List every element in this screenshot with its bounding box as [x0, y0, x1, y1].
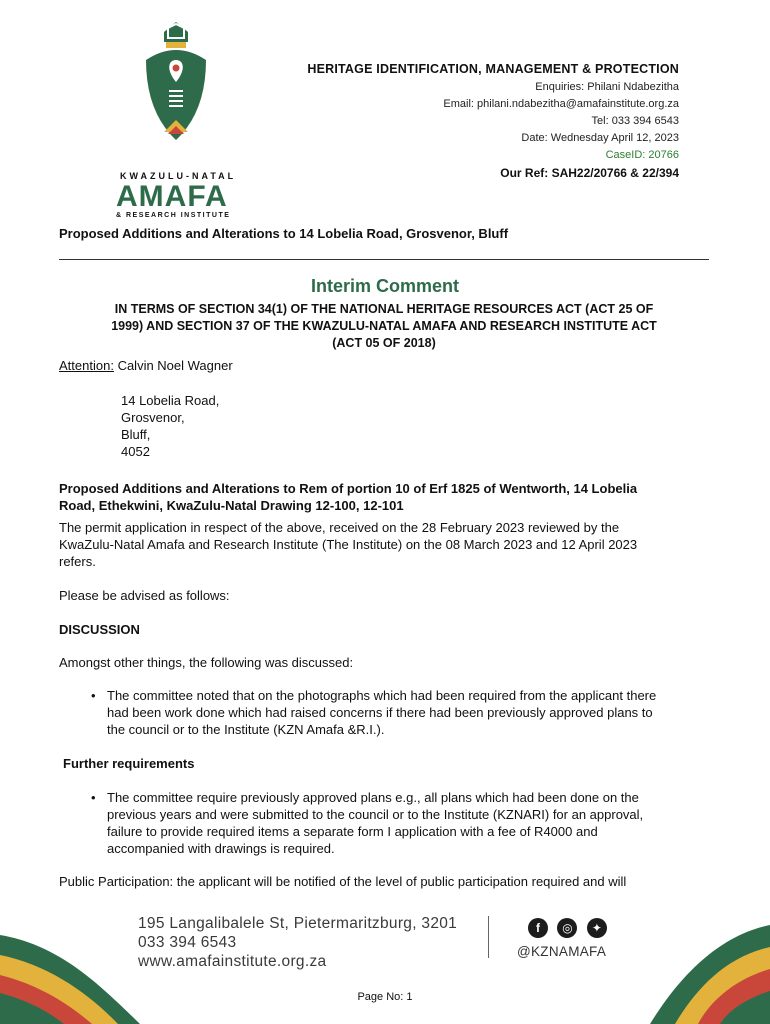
instagram-icon[interactable]: ◎ — [557, 918, 577, 938]
bullet-icon: • — [91, 790, 96, 805]
act-line: IN TERMS OF SECTION 34(1) OF THE NATIONAL HERITAGE RESOURCES ACT (ACT 25 OF — [114, 302, 654, 316]
footer-divider — [488, 916, 489, 958]
footer-website[interactable]: www.amafainstitute.org.za — [138, 953, 327, 970]
intro-paragraph — [59, 519, 709, 570]
letter-subject: Proposed Additions and Alterations to 14 Lobelia Road, Grosvenor, Bluff — [59, 226, 509, 241]
enquiries-line: Enquiries: Philani Ndabezitha — [535, 81, 679, 93]
divider — [59, 259, 709, 260]
date-line: Date: Wednesday April 12, 2023 — [521, 132, 679, 144]
tel-line: Tel: 033 394 6543 — [591, 115, 679, 127]
act-line: 1999) AND SECTION 37 OF THE KWAZULU-NATAL AMAFA AND RESEARCH INSTITUTE ACT — [111, 319, 657, 333]
footer-contact — [138, 914, 457, 971]
page-number: Page No: 1 — [357, 991, 413, 1003]
department-title: HERITAGE IDENTIFICATION, MANAGEMENT & PROTECTION — [307, 62, 679, 76]
act-line: (ACT 05 OF 2018) — [332, 336, 436, 350]
bullet-line: accompanied with drawings is required. — [107, 841, 335, 856]
further-bullet — [91, 789, 727, 857]
property-line: Road, Ethekwini, KwaZulu-Natal Drawing 12-100, 12-101 — [59, 498, 404, 513]
attention-name: Calvin Noel Wagner — [117, 358, 233, 373]
address-line: 4052 — [121, 444, 150, 459]
case-id-line: CaseID: 20766 — [605, 149, 679, 161]
bullet-icon: • — [91, 688, 96, 703]
logo-institute-text: & RESEARCH INSTITUTE — [116, 212, 231, 219]
bullet-line: had been work done which had raised concerns if there had been previously approved plans to — [107, 705, 653, 720]
address-line: Grosvenor, — [121, 410, 185, 425]
twitter-icon[interactable]: ✦ — [587, 918, 607, 938]
footer-address: 195 Langalibalele St, Pietermaritzburg, 3201 — [138, 915, 458, 932]
attention-label: Attention: — [59, 358, 114, 373]
document-title: Interim Comment — [310, 276, 460, 296]
facebook-icon[interactable]: f — [528, 918, 548, 938]
bullet-line: the council or to the Institute (KZN Amafa &R.I.). — [107, 722, 385, 737]
address-line: 14 Lobelia Road, — [121, 393, 220, 408]
intro-line: refers. — [59, 554, 96, 569]
footer-phone: 033 394 6543 — [138, 934, 237, 951]
discussion-heading: DISCUSSION — [59, 622, 140, 637]
advised-line: Please be advised as follows: — [59, 588, 230, 603]
email-line[interactable]: Email: philani.ndabezitha@amafainstitute.org.za — [443, 98, 679, 110]
header-contact-block — [307, 62, 679, 180]
act-reference — [60, 301, 708, 352]
public-participation: Public Participation: the applicant will be notified of the level of public participation required and will — [59, 874, 627, 889]
logo-region-text: KWAZULU-NATAL — [120, 171, 237, 181]
social-handle: @KZNAMAFA — [517, 944, 607, 959]
our-ref-line: Our Ref: SAH22/20766 & 22/394 — [500, 166, 679, 180]
address-line: Bluff, — [121, 427, 151, 442]
bullet-line: failure to provide required items a separate form I application with a fee of R4000 and — [107, 824, 598, 839]
discussion-bullet — [91, 687, 727, 738]
property-description — [59, 480, 709, 514]
bullet-line: The committee noted that on the photographs which had been required from the applicant there — [107, 688, 657, 703]
discussion-intro: Amongst other things, the following was discussed: — [59, 655, 354, 670]
property-line: Proposed Additions and Alterations to Rem of portion 10 of Erf 1825 of Wentworth, 14 Lobelia — [59, 481, 638, 496]
logo-amafa-text: AMAFA — [116, 180, 228, 213]
intro-line: KwaZulu-Natal Amafa and Research Institute (The Institute) on the 08 March 2023 and 12 April 2023 — [59, 537, 638, 552]
recipient-address — [121, 392, 219, 460]
bullet-line: The committee require previously approved plans e.g., all plans which had been done on the — [107, 790, 639, 805]
bullet-line: previous years and were submitted to the council or to the Institute (KZNARI) for an approval, — [107, 807, 644, 822]
social-icons — [528, 918, 612, 938]
shield-emblem-icon — [142, 20, 210, 142]
further-requirements-heading: Further requirements — [63, 756, 195, 771]
intro-line: The permit application in respect of the above, received on the 28 February 2023 reviewed by the — [59, 520, 620, 535]
amafa-logo — [112, 20, 240, 219]
attention-line — [59, 358, 233, 373]
